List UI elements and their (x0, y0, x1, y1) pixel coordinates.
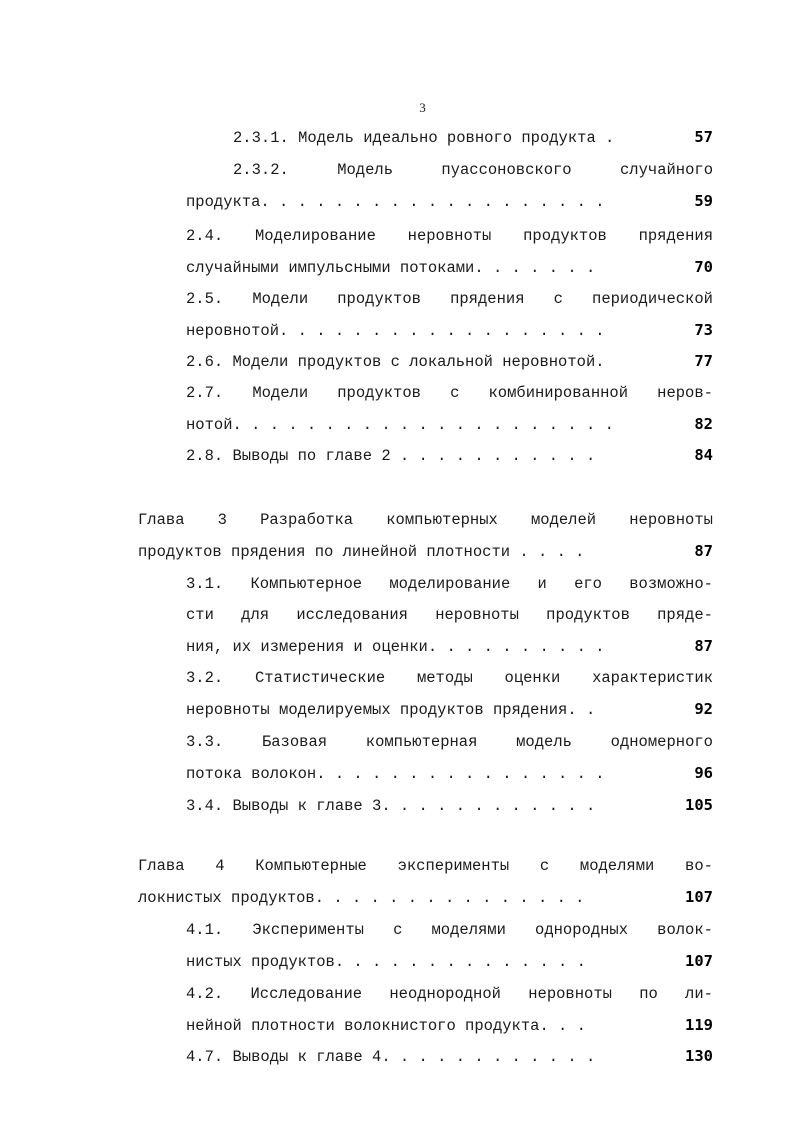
toc-page-number: 119 (685, 1016, 713, 1034)
toc-word: 2.5. (186, 290, 224, 308)
toc-entry-text: неровнотой. . . . . . . . . . . . . . . . . . (186, 322, 605, 340)
toc-word: с (450, 384, 460, 402)
toc-line (186, 1011, 713, 1039)
toc-line (186, 632, 713, 660)
toc-word: Глава (138, 857, 185, 875)
toc-word: Разработка (260, 511, 354, 529)
toc-page-number: 84 (694, 446, 713, 464)
toc-word: прядения (638, 227, 713, 245)
toc-page-number: 107 (685, 888, 713, 906)
toc-word: Модели (252, 384, 309, 402)
toc-word: моделей (530, 511, 597, 529)
toc-entry-text: неровноты моделируемых продуктов прядения. . (186, 701, 596, 719)
toc-word: Глава (138, 511, 185, 529)
toc-entry-text: продукта. . . . . . . . . . . . . . . . . . . (186, 193, 605, 211)
toc-word: 3.1. (186, 575, 224, 593)
toc-word: Эксперименты (252, 921, 364, 939)
toc-word: продуктов (337, 384, 421, 402)
toc-word: его (574, 575, 602, 593)
toc-word: комбинированной (488, 384, 629, 402)
toc-word: Компьютерные (255, 857, 367, 875)
toc-line (138, 537, 713, 565)
toc-line (186, 759, 713, 787)
toc-word: неровноты (629, 511, 713, 529)
toc-line (186, 695, 713, 723)
toc-word: Компьютерное (250, 575, 363, 593)
toc-line (186, 347, 713, 375)
toc-word: методы (416, 669, 473, 687)
toc-word: случайного (619, 161, 713, 179)
toc-word: моделями (579, 857, 655, 875)
toc-word: Моделирование (254, 227, 376, 245)
toc-word: однородных (535, 921, 629, 939)
toc-entry-text: 2.8. Выводы по главе 2 . . . . . . . . . . . (186, 447, 596, 465)
toc-line (186, 285, 713, 313)
toc-word: продуктов (523, 227, 607, 245)
toc-line (186, 253, 713, 281)
toc-word: неровноты (407, 227, 492, 245)
toc-line (186, 570, 713, 598)
toc-entry-text: нистых продуктов. . . . . . . . . . . . . . (186, 953, 586, 971)
toc-page-number: 87 (694, 637, 713, 655)
toc-line (186, 791, 713, 819)
toc-line (138, 852, 713, 880)
toc-entry-text: ния, их измерения и оценки. . . . . . . . . . (186, 638, 605, 656)
toc-page-number: 73 (694, 321, 713, 339)
toc-page-number: 77 (694, 352, 713, 370)
toc-page-number: 105 (685, 796, 713, 814)
toc-entry-text: случайными импульсными потоками. . . . . . . (186, 259, 596, 277)
toc-word: пуассоновского (441, 161, 572, 179)
page-number: 3 (419, 100, 426, 115)
toc-entry-text: 3.4. Выводы к главе 3. . . . . . . . . . . . (186, 797, 596, 815)
toc-line (186, 980, 713, 1008)
toc-word: прядения (450, 290, 525, 308)
toc-page-number: 130 (685, 1047, 713, 1065)
toc-page-number: 59 (694, 192, 713, 210)
toc-word: неоднородной (389, 985, 501, 1003)
toc-word: во- (685, 857, 713, 875)
toc-word: моделирование (389, 575, 511, 593)
toc-line (186, 441, 713, 469)
toc-word: компьютерных (386, 511, 498, 529)
toc-word: 3.3. (186, 733, 224, 751)
toc-word: с (393, 921, 403, 939)
toc-word: волок- (657, 921, 713, 939)
toc-word: неровноты (435, 606, 519, 624)
toc-word: и (537, 575, 547, 593)
toc-word: 2.3.2. (233, 161, 289, 179)
toc-word: Исследование (250, 985, 363, 1003)
toc-word: Модель (337, 161, 393, 179)
toc-word: исследования (296, 606, 408, 624)
toc-word: с (539, 857, 550, 875)
toc-word: продуктов (546, 606, 630, 624)
toc-line (186, 728, 713, 756)
toc-line (138, 883, 713, 911)
toc-word: 4.2. (186, 985, 224, 1003)
toc-word: по (639, 985, 658, 1003)
toc-word: сти (186, 606, 214, 624)
toc-page-number: 57 (694, 128, 713, 146)
toc-word: эксперименты (397, 857, 510, 875)
toc-line (138, 506, 713, 534)
toc-word: для (241, 606, 270, 624)
toc-word: Статистические (254, 669, 386, 687)
toc-word: ли- (685, 985, 713, 1003)
toc-page-number: 96 (694, 764, 713, 782)
toc-word: неровноты (528, 985, 612, 1003)
toc-entry-text: потока волокон. . . . . . . . . . . . . . . . (186, 765, 605, 783)
toc-word: модель (516, 733, 572, 751)
toc-entry-text: нейной плотности волокнистого продукта. . . (186, 1017, 586, 1035)
toc-line (186, 410, 713, 438)
toc-entry-text: продуктов прядения по линейной плотности . . . . (138, 543, 585, 561)
toc-word: 3 (217, 511, 227, 529)
toc-word: оценки (504, 669, 561, 687)
toc-word: характеристик (592, 669, 713, 687)
toc-entry-text: 2.3.1. Модель идеально ровного продукта . (233, 129, 615, 147)
toc-entry-text: нотой. . . . . . . . . . . . . . . . . . . . . (186, 416, 614, 434)
toc-word: неров- (657, 384, 713, 402)
toc-line (186, 601, 713, 629)
toc-word: периодической (592, 290, 713, 308)
toc-page-number: 82 (694, 415, 713, 433)
toc-word: с (553, 290, 563, 308)
toc-line (186, 664, 713, 692)
toc-word: 3.2. (186, 669, 224, 687)
toc-line (186, 379, 713, 407)
toc-page-number: 107 (685, 952, 713, 970)
toc-entry-text: 2.6. Модели продуктов с локальной неровнотой. (186, 353, 605, 371)
toc-word: пряде- (657, 606, 713, 624)
toc-page-number: 92 (694, 700, 713, 718)
toc-word: Модели (252, 290, 309, 308)
toc-page-number: 87 (694, 542, 713, 560)
toc-word: моделями (431, 921, 506, 939)
toc-word: 2.7. (186, 384, 224, 402)
toc-word: продуктов (337, 290, 421, 308)
toc-line (233, 156, 713, 184)
toc-page-number: 70 (694, 258, 713, 276)
toc-line (186, 916, 713, 944)
toc-line (186, 316, 713, 344)
toc-word: 4 (215, 857, 225, 875)
toc-entry-text: локнистых продуктов. . . . . . . . . . . . . . . (138, 889, 585, 907)
toc-word: одномерного (610, 733, 713, 751)
toc-line (186, 222, 713, 250)
toc-line (186, 1042, 713, 1070)
toc-word: Базовая (261, 733, 328, 751)
toc-word: возможно- (629, 575, 713, 593)
toc-line (186, 947, 713, 975)
toc-line (233, 123, 713, 151)
toc-word: 4.1. (186, 921, 224, 939)
toc-line (186, 187, 713, 215)
toc-word: компьютерная (365, 733, 478, 751)
toc-word: 2.4. (186, 227, 224, 245)
toc-entry-text: 4.7. Выводы к главе 4. . . . . . . . . . . . (186, 1048, 596, 1066)
